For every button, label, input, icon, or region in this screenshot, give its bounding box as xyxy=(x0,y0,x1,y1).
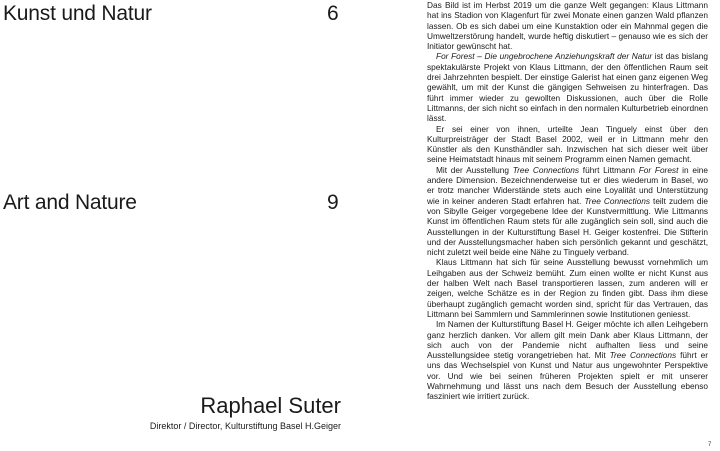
body-paragraph xyxy=(427,0,708,51)
author-name: Raphael Suter xyxy=(200,393,341,418)
paragraph-text: Mit der Ausstellung xyxy=(436,164,513,175)
paragraph-text: Er sei einer von ihnen, urteilte Jean Tinguely einst über den Kulturpreisträger der Stadt Basel 2002, weil er in Littmann mehr den Künstler als den Kunsthändler sah. Inzwischen hat sich dieser weit über seine Heimatstadt hinaus mit seinem Programm einen Namen gemacht. xyxy=(427,123,708,165)
author-role-prefix: Direktor / Director, xyxy=(149,421,225,431)
toc-page-number-english: 9 xyxy=(327,191,339,214)
toc-title-english: Art and Nature xyxy=(3,191,137,214)
italic-title-text: Tree Connections xyxy=(609,350,677,361)
italic-title-text: For Forest – Die ungebrochene Anziehungskraft der Natur xyxy=(436,51,653,62)
body-paragraph xyxy=(427,165,708,258)
paragraph-text: führt Littmann xyxy=(579,164,639,175)
paragraph-text: ist das bislang spektakulärste Projekt von Klaus Littmann, der den öffentlichen Raum seit drei Jahrzehnten bespielt. Der einstige Galerist hat einen ganz eigenen Weg gewählt, um mit der Kunst die gängigen Sehweisen zu hinterfragen. Das führt immer wieder zu gewollten Diskussionen, auch über die Rolle Littmanns, der sich nicht so einfach in den normalen Kulturbetrieb einordnen lässt. xyxy=(427,51,708,124)
body-paragraph xyxy=(427,319,708,401)
paragraph-text: Das Bild ist im Herbst 2019 um die ganze Welt gegangen: Klaus Littmann hat ins Stadion von Klagenfurt für zwei Monate einen ganzen Wald pflanzen lassen. Ob es sich dabei um eine Kunstaktion oder ein Mahnmal gegen die Umweltzerstörung handelt, wurde heftig diskutiert – genauso wie es sich der Initiator gewünscht hat. xyxy=(427,0,708,52)
italic-title-text: Tree Connections xyxy=(512,164,580,175)
author-organization: Kulturstiftung Basel H.Geiger xyxy=(224,421,341,431)
paragraph-text: in eine andere Dimension. Bezeichnenderweise tut er dies wiederum in Basel, wo er trotz mancher Widerstände stets auch eine Loyalität und Unterstützung wie in keiner anderen Stadt erfahren hat. xyxy=(427,164,708,206)
paragraph-text: Klaus Littmann hat sich für seine Ausstellung bewusst vornehmlich um Leihgaben aus der Schweiz bemüht. Zum einen wollte er nicht Kunst aus der halben Welt nach Basel transportieren lassen, zum anderen will er zeigen, welche Schätze es in der Region zu finden gibt. Dass ihm diese überhaupt zugänglich gemacht worden sind, spricht für das Vertrauen, das Littmann bei Sammlern und Sammlerinnen sowie Institutionen geniesst. xyxy=(427,257,708,319)
paragraph-text: führt er uns das Wechselspiel von Kunst und Natur aus ungewohnter Perspektive vor. Und wie bei seinen früheren Projekten spielt er mit unserer Wahrnehmung und lässt uns nach dem Besuch der Ausstellung ebenso fasziniert wie irritiert zurück. xyxy=(427,350,708,402)
body-paragraph xyxy=(427,124,708,165)
paragraph-text: Im Namen der Kulturstiftung Basel H. Geiger möchte ich allen Leihgebern ganz herzlich danken. Vor allem gilt mein Dank aber Klaus Littmann, der sich auch von der Pandemie nicht aufhalten liess und seine Ausstellungsidee stetig vorangetrieben hat. Mit xyxy=(427,319,708,361)
toc-page-number-german: 6 xyxy=(327,2,339,25)
body-paragraph xyxy=(427,51,708,123)
page-number: 7 xyxy=(708,442,712,448)
body-paragraph xyxy=(427,257,708,319)
italic-title-text: For Forest xyxy=(638,164,679,175)
paragraph-text: teilt zudem die von Sibylle Geiger vorgegebene Idee der Kunstvermittlung. Wie Littmanns Kunst im öffentlichen Raum stets für alle zugänglich sein soll, sind auch die Ausstellungen in der Kulturstiftung Basel H. Geiger kostenfrei. Die Stifterin und der Ausstellungsmacher haben sich persönlich gekannt und geschätzt, nicht zuletzt weil beide eine Nähe zu Tinguely verband. xyxy=(427,195,708,258)
italic-title-text: Tree Connections xyxy=(584,195,650,206)
author-role xyxy=(150,421,341,432)
toc-title-german: Kunst und Natur xyxy=(3,2,152,25)
body-text-column xyxy=(427,0,708,430)
